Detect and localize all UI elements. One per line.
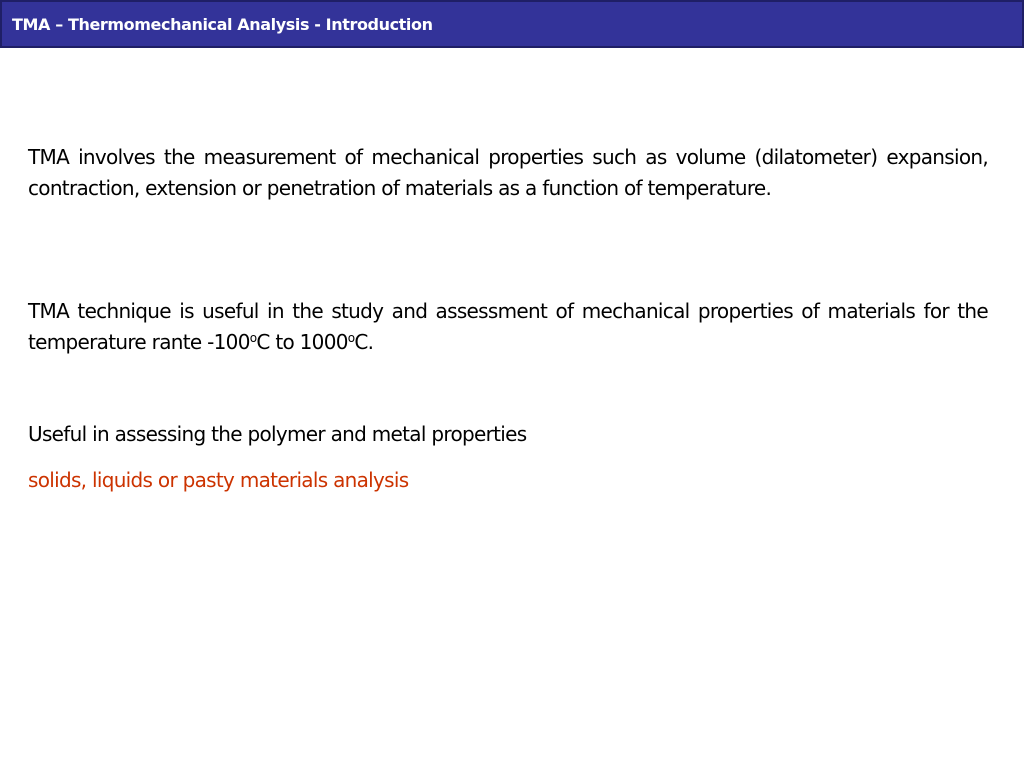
degree-symbol-1: o: [249, 331, 257, 345]
slide-title-bar: [0, 0, 1024, 48]
line-materials-analysis: solids, liquids or pasty materials analysis: [28, 468, 409, 492]
slide-title: TMA – Thermomechanical Analysis - Introduction: [12, 15, 433, 34]
paragraph-temperature-range: [28, 296, 988, 358]
paragraph-temperature-range-text-3: C.: [354, 330, 374, 354]
paragraph-temperature-range-text-1: TMA technique is useful in the study and assessment of mechanical properties of materials for the temperature rante -100: [28, 299, 988, 354]
paragraph-tma-definition: TMA involves the measurement of mechanical properties such as volume (dilatometer) expansion, contraction, extension or penetration of materials as a function of temperature.: [28, 145, 988, 200]
paragraph-temperature-range-text-2: C to 1000: [256, 330, 348, 354]
degree-symbol-2: o: [347, 331, 355, 345]
line-polymer-metal: Useful in assessing the polymer and metal properties: [28, 422, 527, 446]
